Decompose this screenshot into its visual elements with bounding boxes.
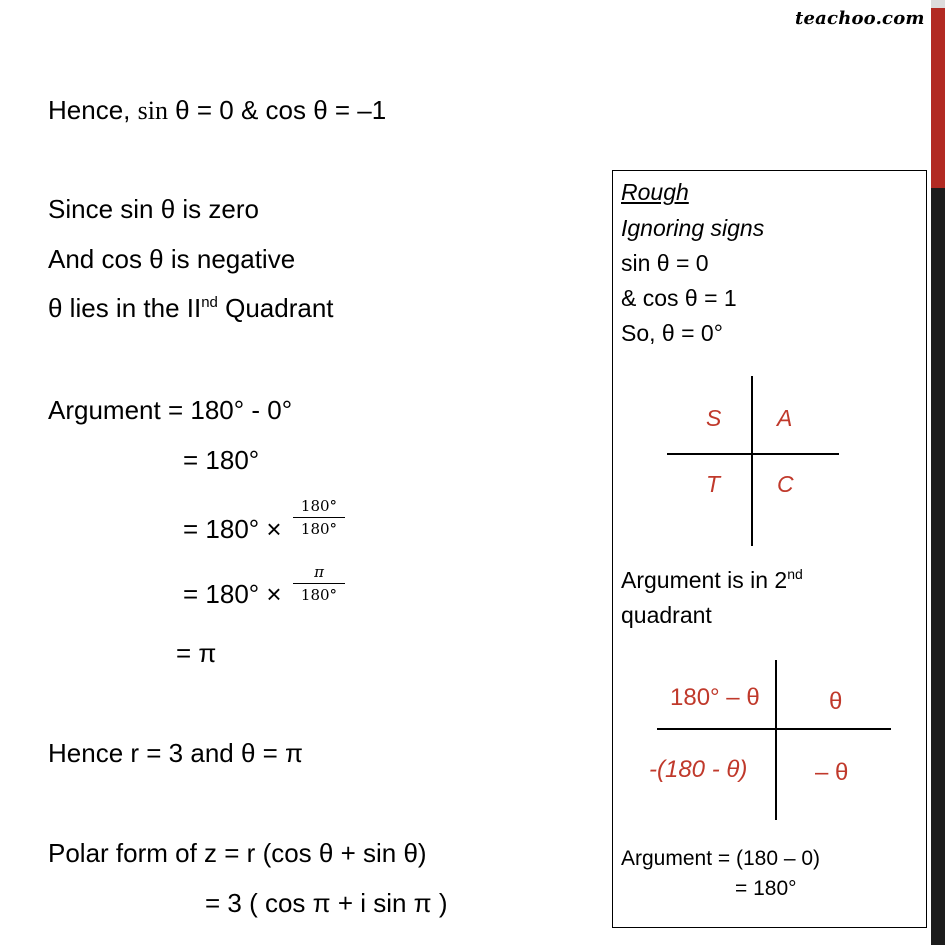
astc-c: C: [777, 471, 794, 497]
line-argument-3: = 180° ×: [183, 514, 282, 544]
astc-horizontal-axis: [667, 453, 839, 455]
rough-argument-quadrant-2: quadrant: [621, 602, 712, 628]
line-cos-negative: And cos θ is negative: [48, 244, 296, 274]
astc-a: A: [777, 405, 793, 431]
astc-s: S: [706, 405, 722, 431]
astc-t: T: [706, 471, 721, 497]
rough-title: Rough: [621, 179, 689, 205]
rough-final-2: = 180°: [735, 877, 797, 900]
quad-horizontal-axis: [657, 728, 891, 730]
rough-subtitle: Ignoring signs: [621, 215, 765, 241]
rough-line-theta: So, θ = 0°: [621, 320, 723, 346]
quad-q3-label: -(180 - θ): [649, 756, 748, 783]
line-since-sin: Since sin θ is zero: [48, 194, 259, 224]
line-quadrant: θ lies in the IInd Quadrant: [48, 293, 334, 323]
fraction-pi: π 180°: [293, 563, 345, 604]
line-argument-4: = 180° ×: [183, 579, 282, 609]
rough-argument-quadrant-1: Argument is in 2nd: [621, 566, 803, 593]
rough-line-cos: & cos θ = 1: [621, 285, 737, 311]
rough-line-sin: sin θ = 0: [621, 250, 709, 276]
line-argument-2: = 180°: [183, 445, 260, 475]
quad-q2-label: 180° – θ: [670, 684, 760, 711]
line-polar-1: Polar form of z = r (cos θ + sin θ): [48, 838, 427, 868]
line-argument-5: = π: [176, 638, 217, 668]
sidebar-accent-top: [931, 0, 945, 8]
line-argument-1: Argument = 180° - 0°: [48, 395, 293, 425]
line-hence-r: Hence r = 3 and θ = π: [48, 738, 303, 768]
sidebar-accent: [931, 0, 945, 188]
line-hence-sin-cos: Hence, sin θ = 0 & cos θ = –1: [48, 95, 387, 125]
line-polar-2: = 3 ( cos π + i sin π ): [205, 888, 448, 918]
quad-q1-label: θ: [829, 688, 843, 715]
rough-final-1: Argument = (180 – 0): [621, 847, 821, 870]
quad-q4-label: – θ: [815, 759, 849, 786]
astc-vertical-axis: [751, 376, 753, 546]
brand-logo: teachoo.com: [795, 8, 925, 29]
fraction-deg: 180° 180°: [293, 497, 345, 538]
quad-vertical-axis: [775, 660, 777, 820]
